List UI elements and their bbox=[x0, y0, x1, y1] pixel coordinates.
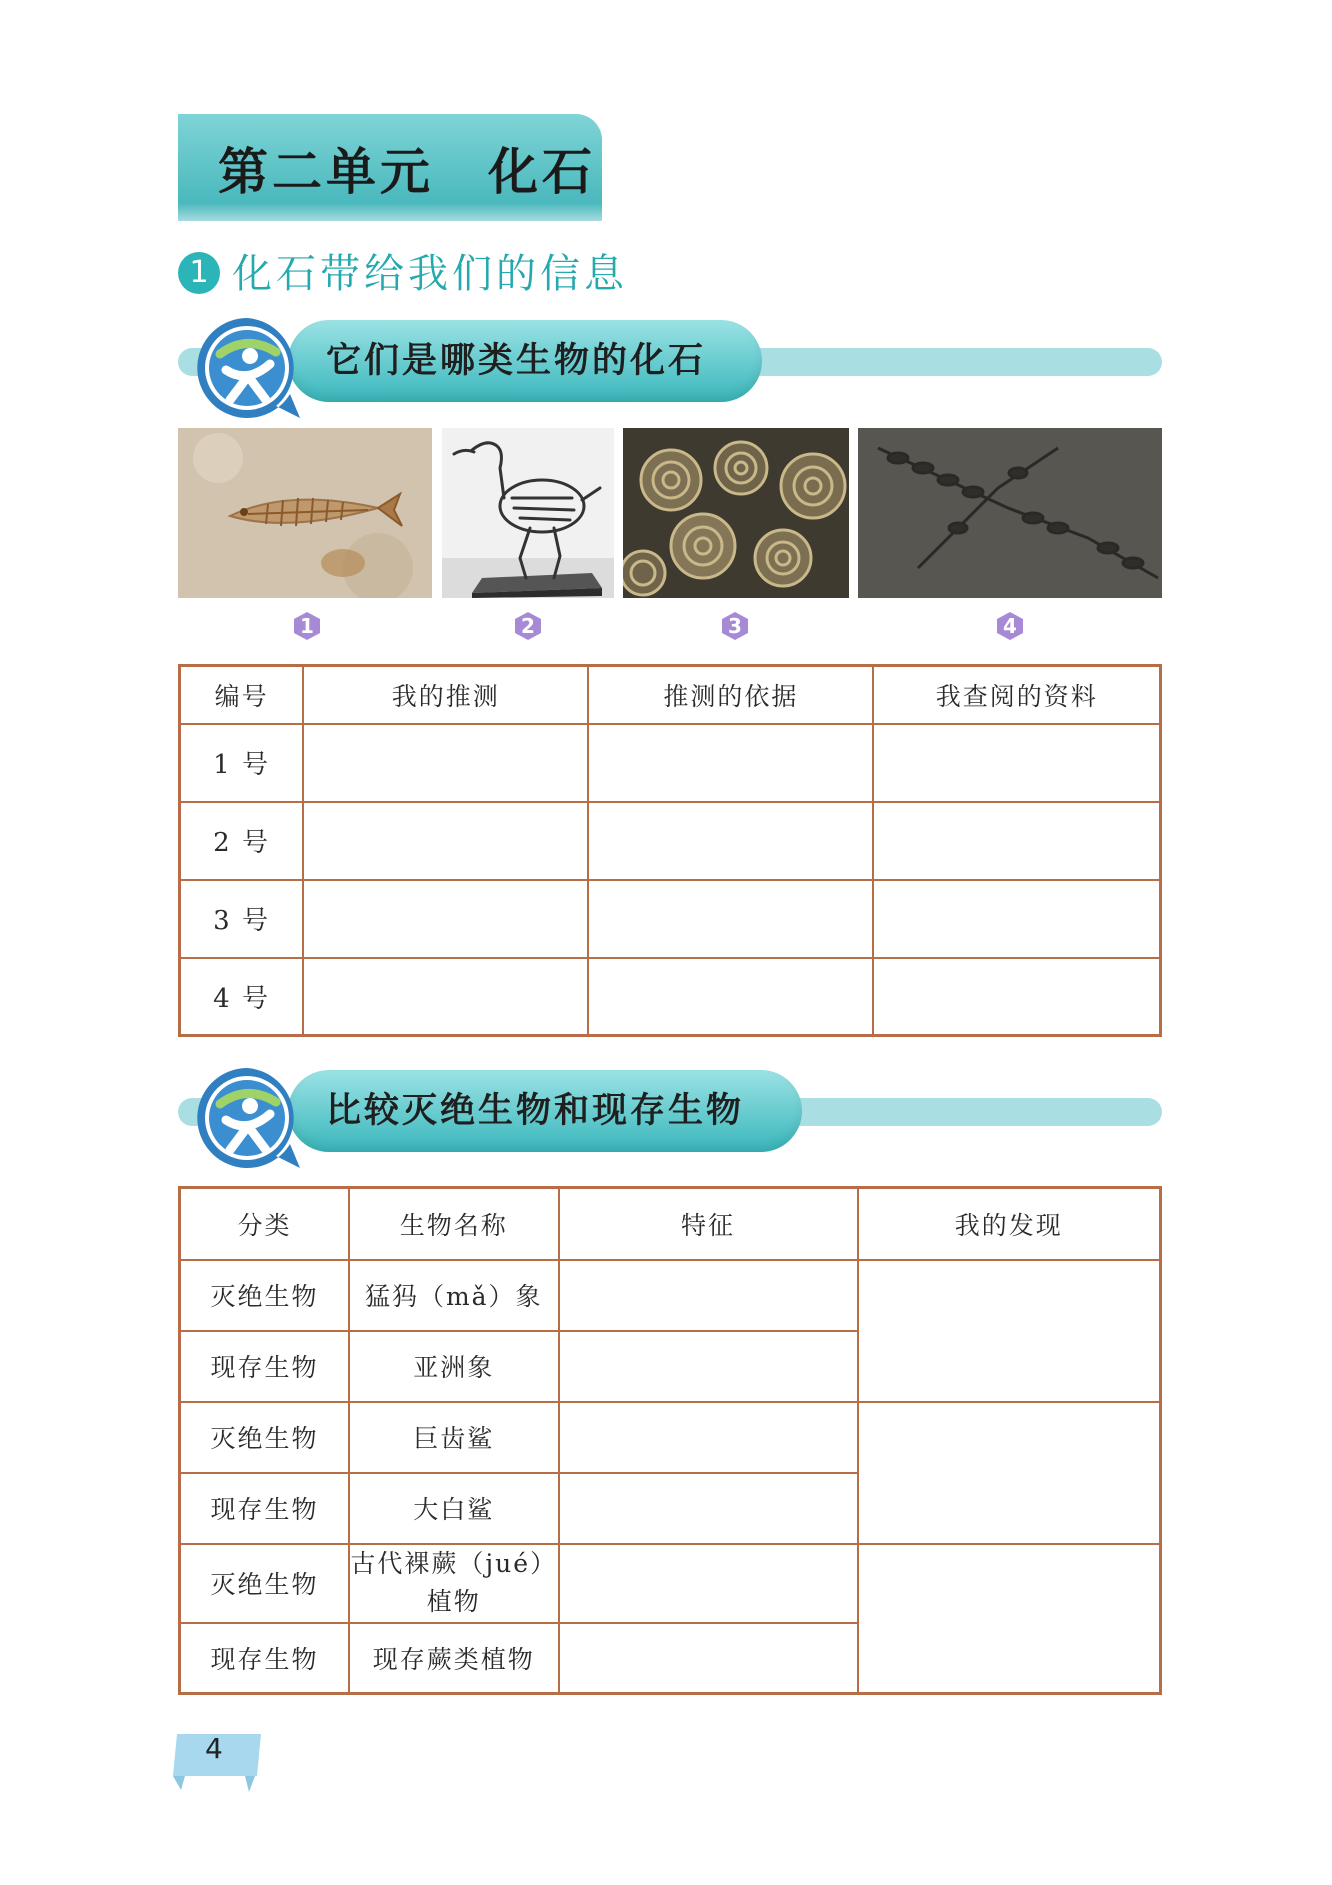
photo-number-1: 1 bbox=[292, 611, 322, 641]
photo-number-2: 2 bbox=[513, 611, 543, 641]
blank-cell[interactable] bbox=[873, 724, 1160, 802]
row-number: 2 号 bbox=[180, 802, 304, 880]
organism-name-cell: 亚洲象 bbox=[349, 1331, 559, 1402]
organism-name-cell: 巨齿鲨 bbox=[349, 1402, 559, 1473]
blank-cell[interactable] bbox=[559, 1544, 858, 1623]
extinct-vs-living-table bbox=[178, 1186, 1162, 1695]
table-header: 编号 bbox=[180, 666, 304, 724]
blank-cell[interactable] bbox=[559, 1473, 858, 1544]
table-header: 我的推测 bbox=[303, 666, 588, 724]
category-cell: 灭绝生物 bbox=[180, 1402, 349, 1473]
row-number: 1 号 bbox=[180, 724, 304, 802]
page-number: 4 bbox=[205, 1732, 223, 1765]
fossil-guess-table bbox=[178, 664, 1162, 1037]
discovery-cell[interactable] bbox=[858, 1260, 1161, 1402]
table-header: 我查阅的资料 bbox=[873, 666, 1160, 724]
section-title: 它们是哪类生物的化石 bbox=[326, 340, 707, 381]
blank-cell[interactable] bbox=[303, 958, 588, 1036]
table-header: 推测的依据 bbox=[588, 666, 873, 724]
table-header: 我的发现 bbox=[858, 1188, 1161, 1260]
organism-name-line: 植物 bbox=[426, 1587, 481, 1616]
blank-cell[interactable] bbox=[559, 1260, 858, 1331]
discovery-cell[interactable] bbox=[858, 1402, 1161, 1544]
organism-name-cell bbox=[349, 1544, 559, 1623]
science-logo-icon bbox=[192, 314, 302, 424]
organism-name-line: 古代裸蕨（jué） bbox=[350, 1549, 558, 1578]
category-cell: 灭绝生物 bbox=[180, 1544, 349, 1623]
row-number: 3 号 bbox=[180, 880, 304, 958]
category-cell: 现存生物 bbox=[180, 1331, 349, 1402]
discovery-cell[interactable] bbox=[858, 1544, 1161, 1694]
blank-cell[interactable] bbox=[303, 802, 588, 880]
blank-cell[interactable] bbox=[559, 1402, 858, 1473]
blank-cell[interactable] bbox=[303, 724, 588, 802]
category-cell: 灭绝生物 bbox=[180, 1260, 349, 1331]
category-cell: 现存生物 bbox=[180, 1623, 349, 1694]
fish-fossil-photo bbox=[178, 428, 432, 598]
organism-name-cell: 猛犸（mǎ）象 bbox=[349, 1260, 559, 1331]
blank-cell[interactable] bbox=[873, 958, 1160, 1036]
blank-cell[interactable] bbox=[588, 802, 873, 880]
ammonite-fossils-photo bbox=[623, 428, 849, 598]
blank-cell[interactable] bbox=[873, 802, 1160, 880]
blank-cell[interactable] bbox=[559, 1331, 858, 1402]
science-logo-icon bbox=[192, 1064, 302, 1174]
blank-cell[interactable] bbox=[588, 724, 873, 802]
table-header: 生物名称 bbox=[349, 1188, 559, 1260]
section-title: 比较灭绝生物和现存生物 bbox=[326, 1090, 745, 1131]
blank-cell[interactable] bbox=[588, 958, 873, 1036]
photo-number-3: 3 bbox=[720, 611, 750, 641]
bird-skeleton-photo bbox=[442, 428, 614, 598]
unit-title: 第二单元 化石 bbox=[218, 142, 596, 201]
category-cell: 现存生物 bbox=[180, 1473, 349, 1544]
row-number: 4 号 bbox=[180, 958, 304, 1036]
organism-name-cell: 大白鲨 bbox=[349, 1473, 559, 1544]
blank-cell[interactable] bbox=[303, 880, 588, 958]
lesson-title: 化石带给我们的信息 bbox=[232, 251, 628, 297]
photo-number-4: 4 bbox=[995, 611, 1025, 641]
table-header: 特征 bbox=[559, 1188, 858, 1260]
blank-cell[interactable] bbox=[559, 1623, 858, 1694]
table-header: 分类 bbox=[180, 1188, 349, 1260]
blank-cell[interactable] bbox=[873, 880, 1160, 958]
lesson-number-badge: 1 bbox=[178, 252, 220, 294]
blank-cell[interactable] bbox=[588, 880, 873, 958]
plant-fossil-photo bbox=[858, 428, 1162, 598]
organism-name-cell: 现存蕨类植物 bbox=[349, 1623, 559, 1694]
